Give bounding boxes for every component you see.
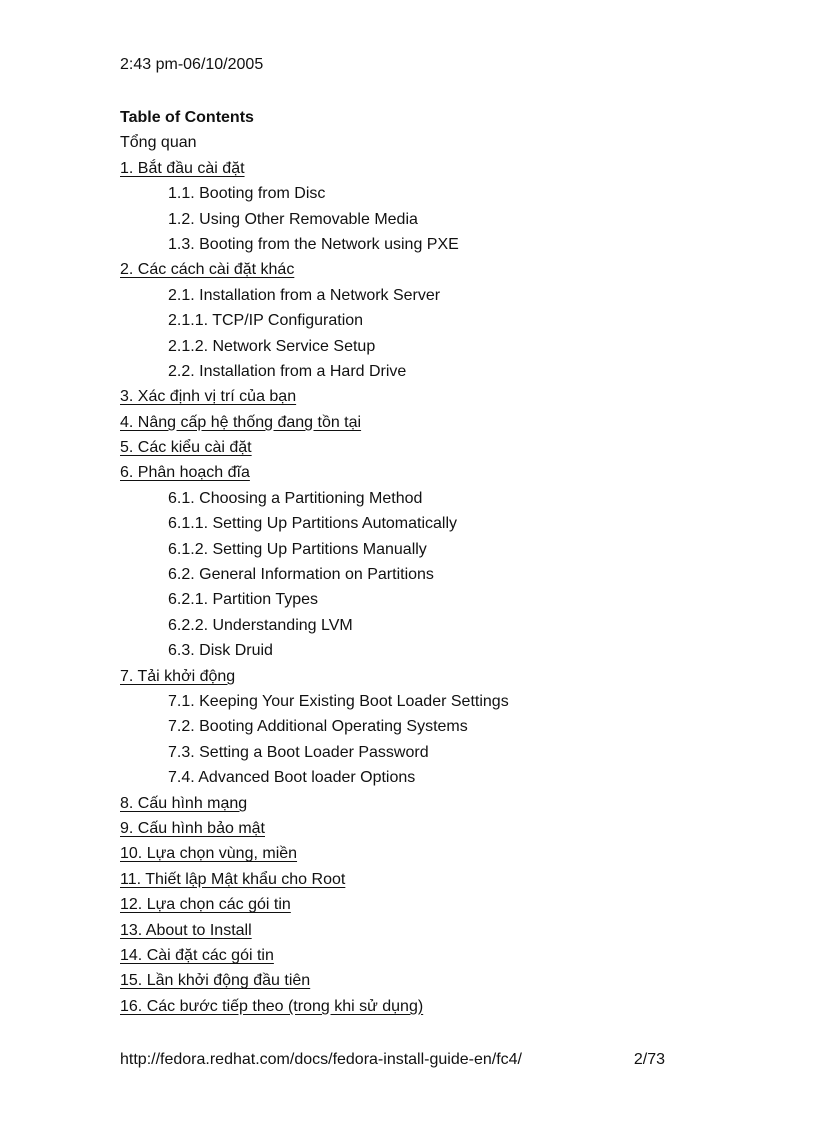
toc-entry-label: 7.2. Booting Additional Operating Systems	[168, 718, 468, 736]
toc-entry-label: 7.4. Advanced Boot loader Options	[168, 769, 416, 787]
toc-link[interactable]	[120, 994, 740, 1019]
toc-entry-label: Tổng quan	[120, 134, 197, 152]
toc-entry-label: 2.1.1. TCP/IP Configuration	[168, 312, 364, 330]
toc-subitem	[120, 207, 740, 232]
toc-entry-label[interactable]: 4. Nâng cấp hệ thống đang tồn tại	[120, 413, 362, 431]
toc-entry-label[interactable]: 15. Lần khởi động đầu tiên	[120, 972, 311, 990]
toc-item	[120, 130, 740, 155]
toc-link[interactable]	[120, 968, 740, 993]
toc-subitem	[120, 486, 740, 511]
toc-subitem	[120, 283, 740, 308]
toc-subitem	[120, 740, 740, 765]
toc-entry-label: 6.1.2. Setting Up Partitions Manually	[168, 540, 427, 558]
toc-entry-label[interactable]: 14. Cài đặt các gói tin	[120, 946, 274, 964]
toc-subitem	[120, 562, 740, 587]
toc-subitem	[120, 638, 740, 663]
toc-entry-label[interactable]: 13. About to Install	[120, 921, 252, 939]
table-of-contents	[120, 105, 740, 1019]
toc-entry-label[interactable]: 16. Các bước tiếp theo (trong khi sử dụng)	[120, 997, 424, 1015]
toc-subitem	[120, 308, 740, 333]
toc-link[interactable]	[120, 816, 740, 841]
toc-link[interactable]	[120, 791, 740, 816]
toc-entry-label[interactable]: 2. Các cách cài đặt khác	[120, 261, 295, 279]
toc-entry-label: 1.3. Booting from the Network using PXE	[168, 235, 459, 253]
toc-entry-label: 6.1. Choosing a Partitioning Method	[168, 489, 423, 507]
toc-entry-label[interactable]: 9. Cấu hình bảo mật	[120, 819, 265, 837]
toc-entry-label[interactable]: 10. Lựa chọn vùng, miền	[120, 845, 298, 863]
toc-link[interactable]	[120, 892, 740, 917]
toc-subitem	[120, 181, 740, 206]
toc-subitem	[120, 689, 740, 714]
toc-link[interactable]	[120, 841, 740, 866]
toc-entry-label: 2.2. Installation from a Hard Drive	[168, 362, 407, 380]
toc-subitem	[120, 587, 740, 612]
toc-entry-label[interactable]: 7. Tải khởi động	[120, 667, 236, 685]
toc-entry-label: 6.3. Disk Druid	[168, 642, 273, 660]
toc-entry-label: 2.1.2. Network Service Setup	[168, 337, 376, 355]
toc-entry-label[interactable]: 8. Cấu hình mạng	[120, 794, 248, 812]
toc-entry-label: 6.1.1. Setting Up Partitions Automatically	[168, 515, 458, 533]
toc-subitem	[120, 359, 740, 384]
print-timestamp: 2:43 pm-06/10/2005	[120, 56, 264, 73]
toc-entry-label[interactable]: 5. Các kiểu cài đặt	[120, 439, 252, 457]
toc-subitem	[120, 334, 740, 359]
toc-entry-label: 7.1. Keeping Your Existing Boot Loader Settings	[168, 692, 509, 710]
toc-link[interactable]	[120, 943, 740, 968]
toc-entry-label: 6.2. General Information on Partitions	[168, 566, 434, 584]
toc-subitem	[120, 765, 740, 790]
toc-entry-label[interactable]: 11. Thiết lập Mật khẩu cho Root	[120, 870, 346, 888]
toc-link[interactable]	[120, 664, 740, 689]
toc-link[interactable]	[120, 460, 740, 485]
toc-entry-label: 1.2. Using Other Removable Media	[168, 210, 418, 228]
toc-link[interactable]	[120, 384, 740, 409]
toc-entry-label: 2.1. Installation from a Network Server	[168, 286, 441, 304]
toc-subitem	[120, 613, 740, 638]
toc-entry-label[interactable]: 3. Xác định vị trí của bạn	[120, 388, 297, 406]
toc-subitem	[120, 714, 740, 739]
toc-link[interactable]	[120, 435, 740, 460]
toc-link[interactable]	[120, 156, 740, 181]
footer-url[interactable]: http://fedora.redhat.com/docs/fedora-install-guide-en/fc4/	[120, 1051, 522, 1068]
toc-entry-label: 6.2.2. Understanding LVM	[168, 616, 353, 634]
page-number: 2/73	[633, 1051, 665, 1068]
toc-entry-label[interactable]: 12. Lựa chọn các gói tin	[120, 896, 291, 914]
toc-list	[120, 130, 740, 1019]
toc-entry-label: 1.1. Booting from Disc	[168, 185, 326, 203]
toc-link[interactable]	[120, 410, 740, 435]
toc-entry-label[interactable]: 1. Bắt đầu cài đặt	[120, 159, 245, 177]
toc-link[interactable]	[120, 257, 740, 282]
toc-link[interactable]	[120, 867, 740, 892]
toc-subitem	[120, 511, 740, 536]
toc-link[interactable]	[120, 918, 740, 943]
toc-entry-label: 7.3. Setting a Boot Loader Password	[168, 743, 429, 761]
toc-title: Table of Contents	[120, 109, 254, 126]
toc-entry-label: 6.2.1. Partition Types	[168, 591, 319, 609]
toc-subitem	[120, 537, 740, 562]
toc-entry-label[interactable]: 6. Phân hoạch đĩa	[120, 464, 250, 482]
toc-subitem	[120, 232, 740, 257]
